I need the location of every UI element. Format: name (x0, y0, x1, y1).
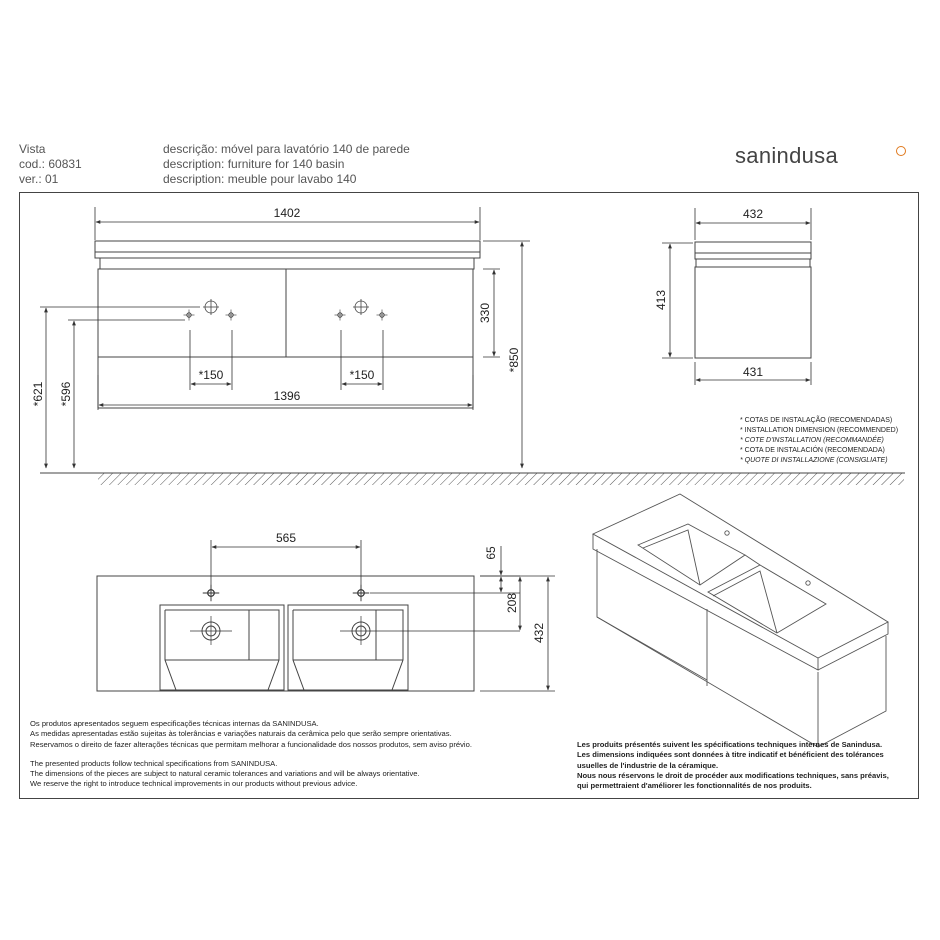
note-line: Reservamos o direito de fazer alterações técnicas que permitam melhorar a funcionalidade dos nossos produtos, sem aviso prévio. (30, 739, 472, 749)
dim-tap-spacing-left: *150 (198, 368, 224, 382)
note-line: The presented products follow technical specifications from SANINDUSA. (30, 758, 278, 768)
sanindusa-logo: sanindusa (735, 143, 838, 168)
description-pt: descrição: móvel para lavatório 140 de parede (163, 142, 410, 156)
perspective-view (593, 494, 888, 747)
legend-pt: * COTAS DE INSTALAÇÃO (RECOMENDADAS) (740, 417, 893, 424)
note-line: As medidas apresentadas estão sujeitas às tolerâncias e variações naturais da cerâmica pelo que serão sempre orientativas. (30, 729, 452, 739)
plan-dimension-lines (211, 540, 555, 691)
description-en: description: furniture for 140 basin (163, 157, 345, 171)
note-spacer (30, 750, 472, 759)
product-code: cod.: 60831 (19, 157, 82, 171)
note-line: usuelles de l'industrie de la céramique. (577, 760, 719, 770)
side-view (695, 242, 811, 358)
note-line: Les produits présentés suivent les spécifications techniques internes de Sanindusa. (577, 740, 883, 749)
product-version: ver.: 01 (19, 172, 59, 186)
dim-side-top-depth: 432 (742, 207, 764, 221)
dim-drawer-height: 330 (478, 302, 492, 324)
note-line: Os produtos apresentados seguem especificações técnicas internas da SANINDUSA. (30, 719, 319, 728)
dim-basin-spacing: 565 (275, 531, 297, 545)
dim-side-bottom-depth: 431 (742, 365, 764, 379)
dim-install-height-596: *596 (59, 381, 73, 407)
notes-left (30, 719, 472, 790)
front-dimension-lines (40, 207, 530, 468)
legend-fr: * COTE D'INSTALLATION (RECOMMANDÉE) (740, 437, 884, 444)
dim-plan-208: 208 (505, 592, 519, 614)
note-line: We reserve the right to introduce technical improvements in our products without previous advice. (30, 779, 358, 789)
product-name: Vista (19, 142, 46, 156)
dim-side-height: 413 (654, 289, 668, 311)
legend-it: * QUOTE DI INSTALLAZIONE (CONSIGLIATE) (740, 457, 888, 464)
legend-es: * COTA DE INSTALACIÓN (RECOMENDADA) (740, 447, 885, 454)
note-line: The dimensions of the pieces are subject to natural ceramic tolerances and variations and will be always orientative. (30, 769, 420, 779)
floor-hatch (98, 473, 904, 485)
note-line: qui permettraient d'améliorer les fonctionnalités de nos produits. (577, 781, 812, 791)
front-view (95, 241, 480, 408)
notes-right (577, 740, 889, 791)
dim-tap-spacing-right: *150 (349, 368, 375, 382)
dim-front-width: 1402 (273, 206, 301, 220)
legend-en: * INSTALLATION DIMENSION (RECOMMENDED) (740, 427, 899, 434)
note-line: Nous nous réservons le droit de procéder aux modifications techniques, sans préavis, (577, 770, 889, 780)
dim-front-inner-width: 1396 (273, 389, 301, 403)
note-line: Les dimensions indiquées sont données à titre indicatif et bénéficient des tolérances (577, 750, 884, 760)
dim-plan-432: 432 (532, 622, 546, 644)
front-countertop (95, 241, 480, 258)
description-fr: description: meuble pour lavabo 140 (163, 172, 357, 186)
dim-plan-65: 65 (484, 546, 498, 560)
dim-install-height-621: *621 (31, 381, 45, 407)
installation-legend (740, 416, 898, 466)
dim-total-height: *850 (507, 347, 521, 373)
